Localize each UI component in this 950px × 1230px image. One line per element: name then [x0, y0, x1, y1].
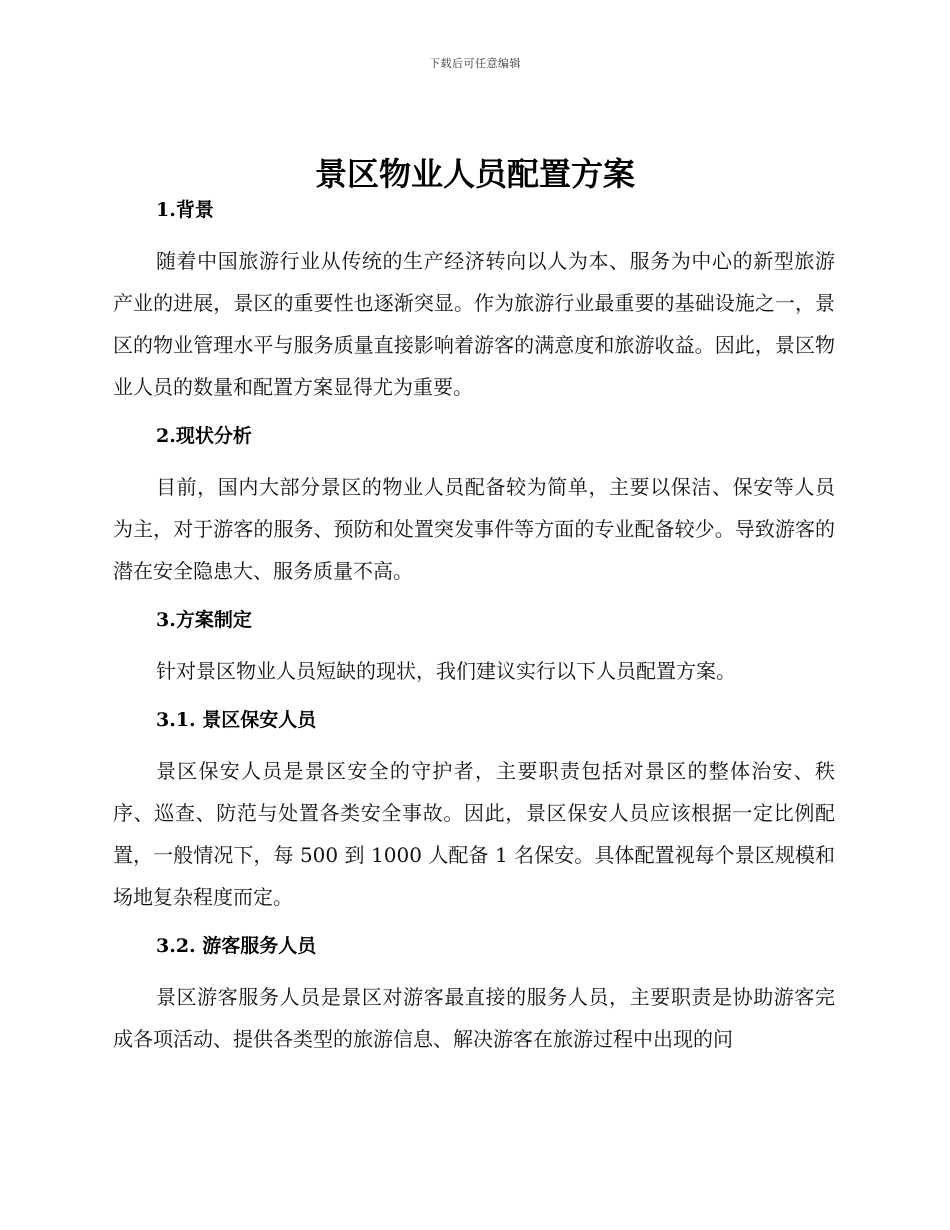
section-heading-plan: 3.方案制定 [156, 609, 252, 631]
section-paragraph-visitor-service-staff: 景区游客服务人员是景区对游客最直接的服务人员，主要职责是协助游客完成各项活动、提供各类型的旅游信息、解决游客在旅游过程中出现的问 [113, 985, 835, 1051]
document-title: 景区物业人员配置方案 [314, 155, 635, 193]
page-header-note: 下载后可任意编辑 [429, 57, 521, 70]
section-heading-security-staff: 3.1. 景区保安人员 [156, 709, 317, 731]
section-paragraph-background: 随着中国旅游行业从传统的生产经济转向以人为本、服务为中心的新型旅游产业的进展，景区的重要性也逐渐突显。作为旅游行业最重要的基础设施之一，景区的物业管理水平与服务质量直接影响着游客的满意度和旅游收益。因此，景区物业人员的数量和配置方案显得尤为重要。 [113, 249, 835, 399]
document-body [113, 198, 835, 1060]
section-paragraph-status-analysis: 目前，国内大部分景区的物业人员配备较为简单，主要以保洁、保安等人员为主，对于游客的服务、预防和处置突发事件等方面的专业配备较少。导致游客的潜在安全隐患大、服务质量不高。 [113, 475, 835, 583]
section-heading-status-analysis: 2.现状分析 [156, 425, 252, 447]
section-paragraph-security-staff: 景区保安人员是景区安全的守护者，主要职责包括对景区的整体治安、秩序、巡查、防范与处置各类安全事故。因此，景区保安人员应该根据一定比例配置，一般情况下，每 500 到 1000 人配备 1 名保安。具体配置视每个景区规模和场地复杂程度而定。 [113, 759, 835, 909]
section-heading-visitor-service-staff: 3.2. 游客服务人员 [156, 935, 317, 957]
section-heading-background: 1.背景 [156, 199, 214, 221]
section-paragraph-plan: 针对景区物业人员短缺的现状，我们建议实行以下人员配置方案。 [156, 659, 736, 683]
